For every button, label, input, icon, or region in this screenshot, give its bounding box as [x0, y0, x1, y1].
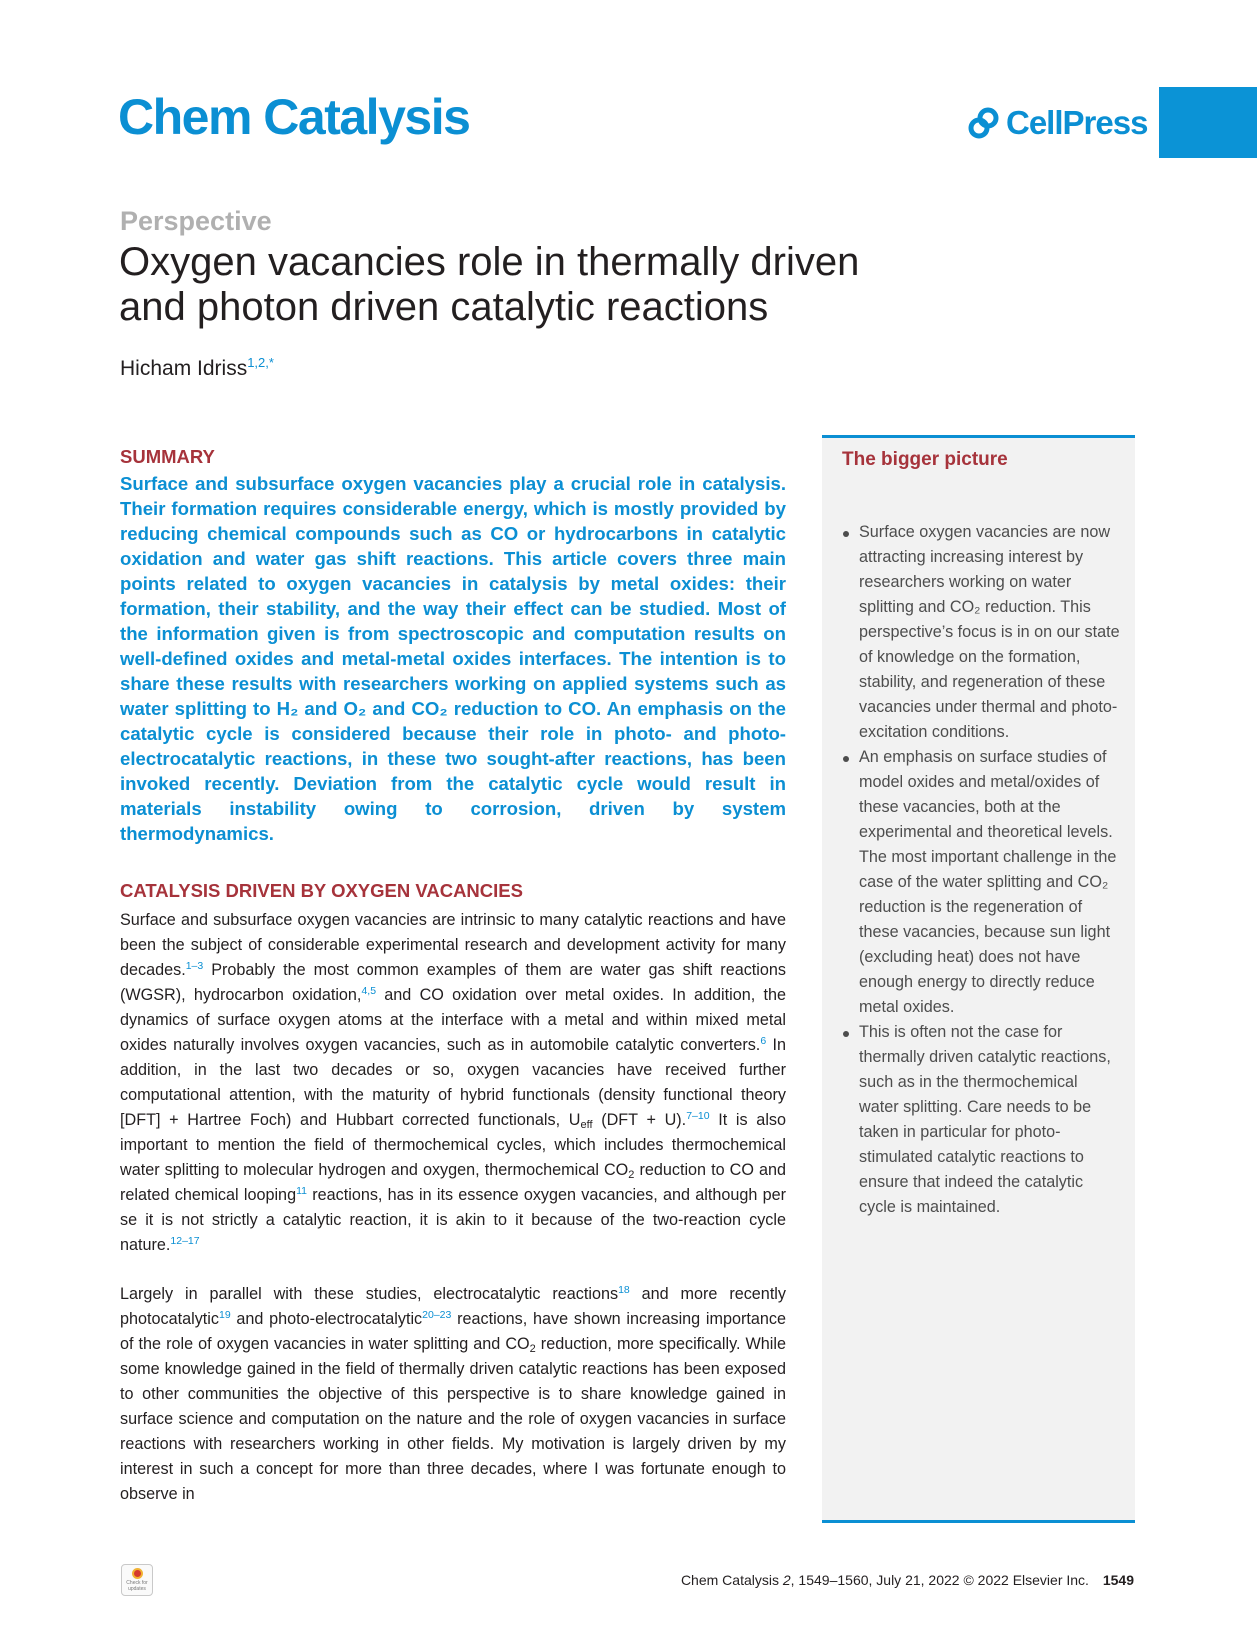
citation-link[interactable]: 1–3 — [185, 960, 204, 972]
article-type: Perspective — [120, 206, 272, 236]
citation-link[interactable]: 4,5 — [361, 985, 377, 997]
check-for-updates-badge[interactable] — [121, 1564, 153, 1596]
check-updates-label: Check for updates — [126, 1580, 148, 1592]
journal-title[interactable]: Chem Catalysis — [118, 89, 470, 145]
summary-text: Surface and subsurface oxygen vacancies play a crucial role in catalysis. Their formation requires considerable energy, which is mostly provided by reducing chemical compounds such as CO or hydrocarbons in catalytic oxidation and water gas shift reactions. This article covers three main points related to oxygen vacancies in catalysis by metal oxides: their formation, their stability, and the way their effect can be studied. Most of the information given is from spectroscopic and computation results on well-defined oxides and metal-metal oxides interfaces. The intention is to share these results with researchers working on applied systems such as water splitting to H₂ and O₂ and CO₂ reduction to CO. An emphasis on the catalytic cycle is considered because their role in photo- and photo-electrocatalytic reactions, in these two sought-after reactions, has been invoked recently. Deviation from the catalytic cycle would result in materials instability owing to corrosion, driven by system thermodynamics. — [120, 473, 786, 844]
check-updates-icon — [132, 1568, 143, 1579]
journal-color-tab — [1159, 87, 1257, 158]
author-line — [120, 355, 274, 381]
list-item: An emphasis on surface studies of model oxides and metal/oxides of these vacancies, both at the experimental and theoretical levels. The most important challenge in the case of the water splitting and CO₂ reduction is the regeneration of these vacancies, because sun light (excluding heat) does not have enough energy to directly reduce metal oxides. — [842, 745, 1120, 1020]
citation-link[interactable]: 18 — [618, 1284, 630, 1296]
body-paragraph-1: Surface and subsurface oxygen vacancies are intrinsic to many catalytic reactions and have been the subject of considerable experimental research and development activity for many decades.$^{1-3}$ Probably the most common examples of them are water gas shift reactions (WGSR), hydrocarbon oxidation,$^{4,5}$ and CO oxidation over metal oxides. In addition, the dynamics of surface oxygen atoms at the interface with a metal and within mixed metal oxides naturally involves oxygen vacancies, such as in automobile catalytic converters.$^6$ In addition, in the last two decades or so, oxygen vacancies have received further computational attention, with the maturity of hybrid functionals (density functional theory [DFT] + Hartree Foch) and Hubbart corrected functionals, $U_{eff}$ (DFT + U).$^{7-10}$ It is also important to mention the field of thermochemical cycles, which includes thermochemical water splitting to molecular hydrogen and oxygen, thermochemical $CO_2$ reduction to CO and related chemical looping$^{11}$ reactions, has in its essence oxygen vacancies, and although per se it is not strictly a catalytic reaction, it is akin to it because of the two-reaction cycle nature.$^{12-17}$ — [120, 911, 787, 1254]
author-affiliation[interactable]: 1,2,* — [247, 355, 274, 370]
citation-link[interactable]: 20–23 — [422, 1309, 452, 1321]
footer-journal: Chem Catalysis — [680, 1572, 779, 1588]
page-number: 1549 — [1102, 1572, 1134, 1588]
article-title: Oxygen vacancies role in thermally driven and photon driven catalytic reactions — [119, 240, 860, 329]
citation-link[interactable]: 6 — [760, 1035, 767, 1047]
bigger-picture-list — [842, 520, 1120, 1220]
citation-link[interactable]: 11 — [296, 1185, 307, 1197]
bigger-picture-box — [822, 435, 1135, 1523]
publisher-name: CellPress — [1006, 104, 1148, 141]
summary-heading: SUMMARY — [120, 446, 215, 467]
footer-volume: 2 — [782, 1572, 791, 1588]
page-footer — [681, 1572, 1134, 1588]
publisher-logo[interactable] — [968, 104, 1147, 142]
author-name[interactable]: Hicham Idriss — [120, 357, 248, 380]
list-item: This is often not the case for thermally driven catalytic reactions, such as in the thermochemical water splitting. Care needs to be taken in particular for photo-stimulated catalytic reactions to ensure that indeed the catalytic cycle is maintained. — [842, 1020, 1120, 1220]
citation-link[interactable]: 19 — [218, 1309, 231, 1321]
cellpress-link-icon — [968, 107, 1000, 139]
footer-citation: , 1549–1560, July 21, 2022 © 2022 Elsevier Inc. — [790, 1572, 1089, 1588]
main-column — [120, 446, 786, 1507]
section-heading: CATALYSIS DRIVEN BY OXYGEN VACANCIES — [120, 880, 523, 901]
citation-link[interactable]: 12–17 — [170, 1235, 200, 1247]
list-item: Surface oxygen vacancies are now attracting increasing interest by researchers working on water splitting and CO₂ reduction. This perspective’s focus is in on our state of knowledge on the formation, stability, and regeneration of these vacancies under thermal and photo-excitation conditions. — [842, 520, 1120, 745]
body-paragraph-2: Largely in parallel with these studies, electrocatalytic reactions$^{18}$ and more recently photocatalytic$^{19}$ and photo-electrocatalytic$^{20-23}$ reactions, have shown increasing importance of the role of oxygen vacancies in water splitting and $CO_2$ reduction, more specifically. While some knowledge gained in the field of thermally driven catalytic reactions has been exposed to other communities the objective of this perspective is to share knowledge gained in surface science and computation on the nature and the role of oxygen vacancies in surface reactions with researchers working in other fields. My motivation is largely driven by my interest in such a concept for more than three decades, where I was fortunate enough to observe in — [120, 1284, 787, 1503]
citation-link[interactable]: 7–10 — [686, 1110, 710, 1122]
sidebar-title: The bigger picture — [842, 449, 1008, 470]
